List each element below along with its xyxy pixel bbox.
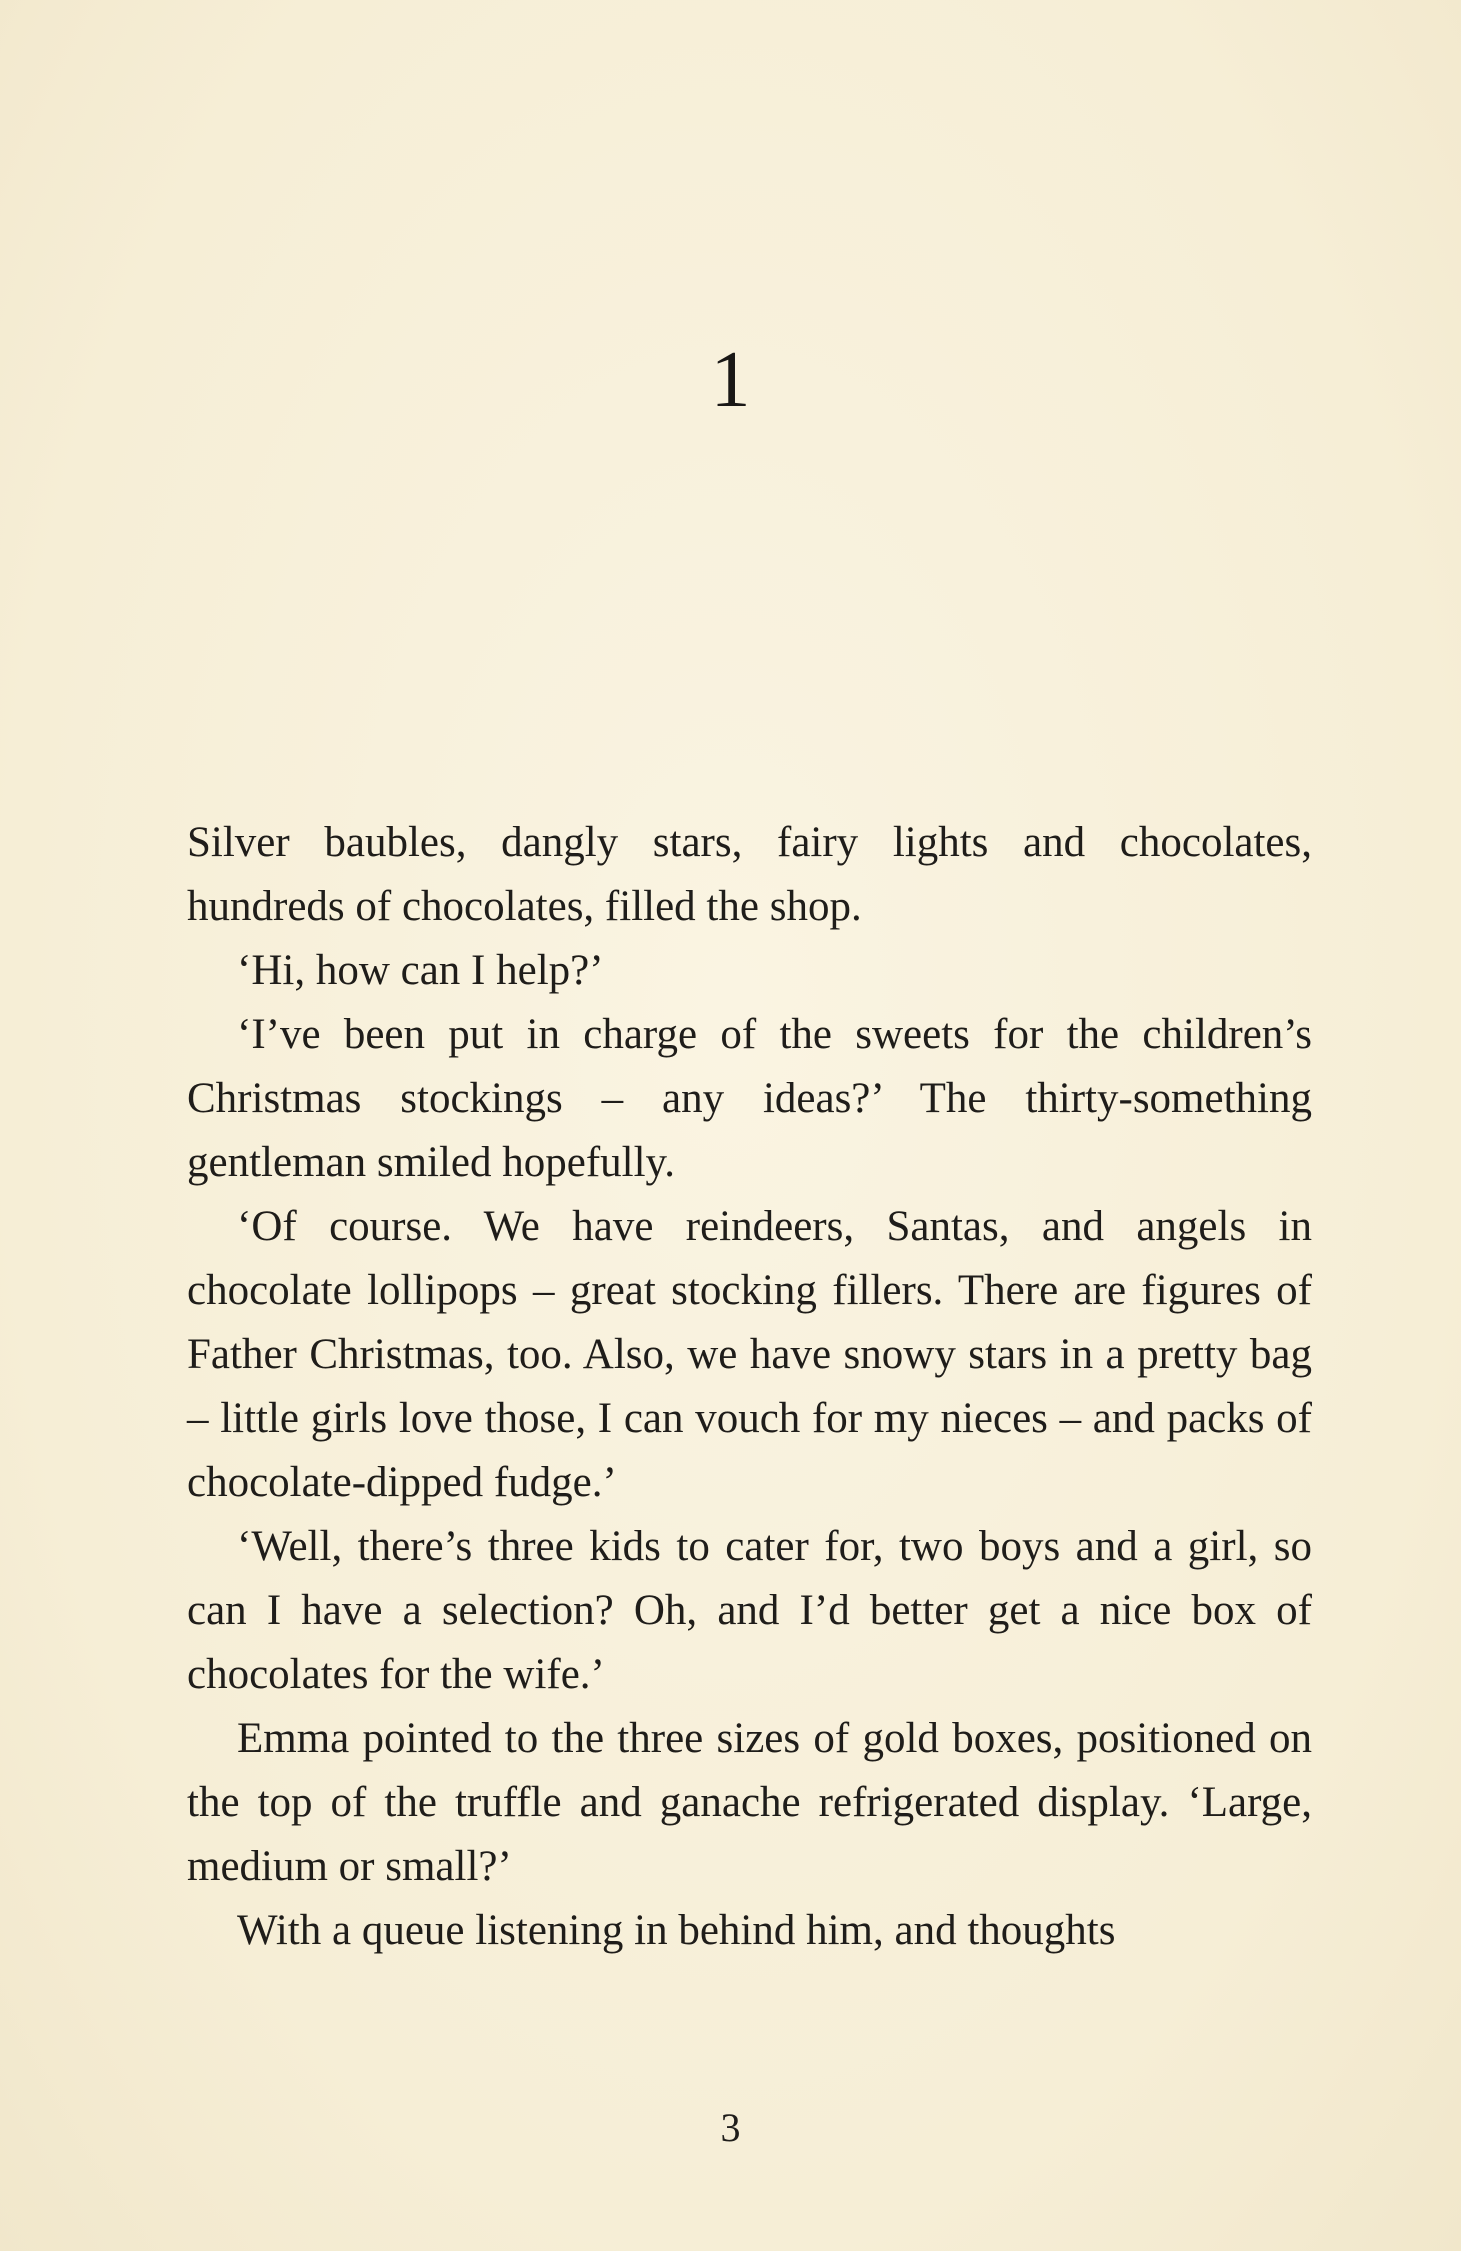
- page-number: 3: [720, 2105, 741, 2150]
- paragraph: ‘Well, there’s three kids to cater for, two boys and a girl, so can I have a selection? Oh, and I’d better get a nice box of chocolates for the wife.’: [187, 1523, 1312, 1698]
- paragraph: Silver baubles, dangly stars, fairy lights and chocolates, hundreds of chocolates, filled the shop.: [187, 819, 1312, 930]
- chapter-number: 1: [710, 336, 751, 424]
- paragraph: ‘I’ve been put in charge of the sweets for the children’s Christmas stockings – any ideas?’ The thirty-something gentleman smiled hopefully.: [187, 1011, 1312, 1186]
- paragraph: Emma pointed to the three sizes of gold boxes, positioned on the top of the truffle and ganache refrigerated display. ‘Large, medium or small?’: [187, 1715, 1312, 1890]
- paragraph: ‘Hi, how can I help?’: [237, 947, 604, 994]
- paragraph: With a queue listening in behind him, and thoughts: [237, 1907, 1116, 1954]
- paragraph: ‘Of course. We have reindeers, Santas, and angels in chocolate lollipops – great stocking fillers. There are figures of Father Christmas, too. Also, we have snowy stars in a pretty bag – little girls love those, I can vouch for my nieces – and packs of chocolate-dipped fudge.’: [187, 1203, 1312, 1506]
- chapter-body: [187, 811, 1312, 1963]
